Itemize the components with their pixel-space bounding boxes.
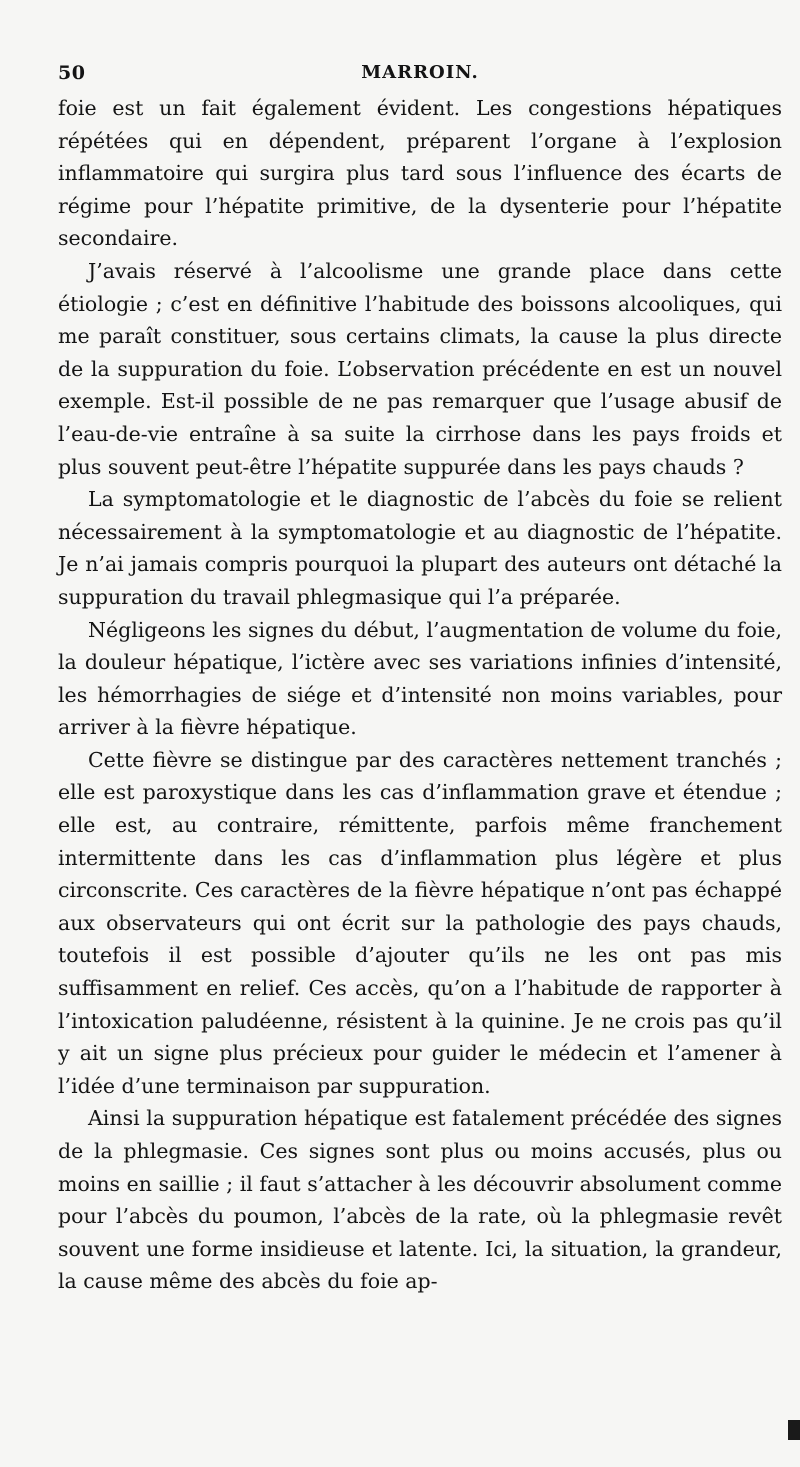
- paragraph: La symptomatologie et le diagnostic de l’abcès du foie se relient nécessairement à la symptomatologie et au diagnostic de l’hépatite. Je n’ai jamais compris pourquoi la plupart des auteurs ont détaché la suppuration du travail phlegmasique qui l’a préparée.: [58, 487, 782, 609]
- paragraph: Ainsi la suppuration hépatique est fatalement précédée des signes de la phlegmasie. Ces signes sont plus ou moins accusés, plus ou moins en saillie ; il faut s’attacher à les découvrir absolument comme pour l’abcès du poumon, l’abcès de la rate, où la phlegmasie revêt souvent une forme insidieuse et latente. Ici, la situation, la grandeur, la cause même des abcès du foie ap-: [58, 1106, 782, 1294]
- body-text: [58, 92, 782, 1298]
- page-header: [58, 58, 782, 88]
- page-number: 50: [58, 62, 86, 84]
- paragraph: J’avais réservé à l’alcoolisme une grande place dans cette étiologie ; c’est en définitive l’habitude des boissons alcooliques, qui me paraît constituer, sous certains climats, la cause la plus directe de la suppuration du foie. L’observation précédente en est un nouvel exemple. Est-il possible de ne pas remarquer que l’usage abusif de l’eau-de-vie entraîne à sa suite la cirrhose dans les pays froids et plus souvent peut-être l’hépatite suppurée dans les pays chauds ?: [58, 258, 782, 479]
- paragraph: Cette fièvre se distingue par des caractères nettement tranchés ; elle est paroxystique dans les cas d’inflammation grave et étendue ; elle est, au contraire, rémittente, parfois même franchement intermittente dans les cas d’inflammation plus légère et plus circonscrite. Ces caractères de la fièvre hépatique n’ont pas échappé aux observateurs qui ont écrit sur la pathologie des pays chauds, toutefois il est possible d’ajouter qu’ils ne les ont pas mis suffisamment en relief. Ces accès, qu’on a l’habitude de rapporter à l’intoxication paludéenne, résistent à la quinine. Je ne crois pas qu’il y ait un signe plus précieux pour guider le médecin et l’amener à l’idée d’une terminaison par suppuration.: [58, 747, 782, 1098]
- running-title: MARROIN.: [361, 62, 479, 83]
- document-page: [58, 58, 782, 1438]
- paragraph: foie est un fait également évident. Les congestions hépatiques répétées qui en dépendent, préparent l’organe à l’explosion inflammatoire qui surgira plus tard sous l’influence des écarts de régime pour l’hépatite primitive, de la dysenterie pour l’hépatite secondaire.: [58, 96, 782, 251]
- page-edge-mark: [788, 1420, 800, 1440]
- paragraph: Négligeons les signes du début, l’augmentation de volume du foie, la douleur hépatique, l’ictère avec ses variations infinies d’intensité, les hémorrhagies de siége et d’intensité non moins variables, pour arriver à la fièvre hépatique.: [58, 617, 782, 740]
